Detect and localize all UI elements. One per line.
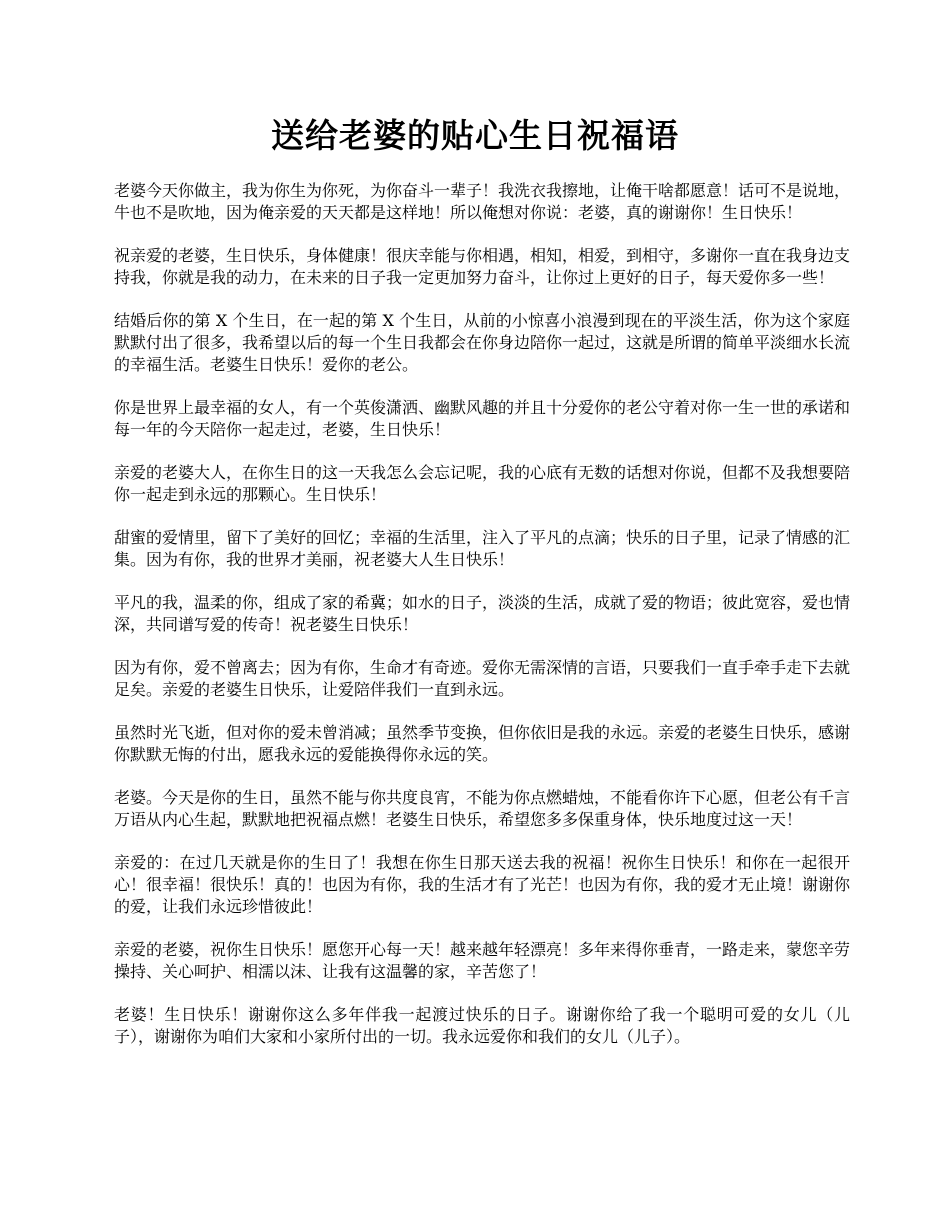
paragraph-9: 虽然时光飞逝，但对你的爱未曾消减；虽然季节变换，但你依旧是我的永远。亲爱的老婆生日快乐，感谢你默默无悔的付出，愿我永远的爱能换得你永远的笑。 [114, 723, 851, 764]
document-title: 送给老婆的贴心生日祝福语 [271, 116, 679, 155]
paragraph-7: 平凡的我，温柔的你，组成了家的希冀；如水的日子，淡淡的生活，成就了爱的物语；彼此宽容，爱也情深，共同谱写爱的传奇！祝老婆生日快乐！ [114, 593, 851, 634]
paragraph-4: 你是世界上最幸福的女人，有一个英俊潇洒、幽默风趣的并且十分爱你的老公守着对你一生一世的承诺和每一年的今天陪你一起走过，老婆，生日快乐！ [114, 398, 851, 439]
paragraph-12: 亲爱的老婆，祝你生日快乐！愿您开心每一天！越来越年轻漂亮！多年来得你垂青，一路走来，蒙您辛劳操持、关心呵护、相濡以沫、让我有这温馨的家，辛苦您了！ [114, 940, 851, 981]
paragraph-5: 亲爱的老婆大人，在你生日的这一天我怎么会忘记呢，我的心底有无数的话想对你说，但都不及我想要陪你一起走到永远的那颗心。生日快乐！ [114, 463, 851, 504]
paragraph-1: 老婆今天你做主，我为你生为你死，为你奋斗一辈子！我洗衣我擦地，让俺干啥都愿意！话可不是说地，牛也不是吹地，因为俺亲爱的天天都是这样地！所以俺想对你说：老婆，真的谢谢你！生日快乐！ [114, 181, 851, 222]
paragraph-3: 结婚后你的第 X 个生日，在一起的第 X 个生日，从前的小惊喜小浪漫到现在的平淡生活，你为这个家庭默默付出了很多，我希望以后的每一个生日我都会在你身边陪你一起过，这就是所谓的简单平淡细水长流的幸福生活。老婆生日快乐！爱你的老公。 [114, 311, 851, 374]
paragraph-10: 老婆。今天是你的生日，虽然不能与你共度良宵，不能为你点燃蜡烛，不能看你许下心愿，但老公有千言万语从内心生起，默默地把祝福点燃！老婆生日快乐，希望您多多保重身体，快乐地度过这一天！ [114, 788, 851, 829]
paragraph-6: 甜蜜的爱情里，留下了美好的回忆；幸福的生活里，注入了平凡的点滴；快乐的日子里，记录了情感的汇集。因为有你，我的世界才美丽，祝老婆大人生日快乐！ [114, 528, 851, 569]
paragraph-11: 亲爱的：在过几天就是你的生日了！我想在你生日那天送去我的祝福！祝你生日快乐！和你在一起很开心！很幸福！很快乐！真的！也因为有你，我的生活才有了光芒！也因为有你，我的爱才无止境！谢谢你的爱，让我们永远珍惜彼此！ [114, 853, 851, 916]
paragraph-13: 老婆！生日快乐！谢谢你这么多年伴我一起渡过快乐的日子。谢谢你给了我一个聪明可爱的女儿（儿子），谢谢你为咱们大家和小家所付出的一切。我永远爱你和我们的女儿（儿子）。 [114, 1005, 850, 1046]
paragraph-8: 因为有你，爱不曾离去；因为有你，生命才有奇迹。爱你无需深情的言语，只要我们一直手牵手走下去就足矣。亲爱的老婆生日快乐，让爱陪伴我们一直到永远。 [114, 658, 851, 699]
document-body [114, 180, 850, 1069]
paragraph-2: 祝亲爱的老婆，生日快乐，身体健康！很庆幸能与你相遇，相知，相爱，到相守，多谢你一直在我身边支持我，你就是我的动力，在未来的日子我一定更加努力奋斗，让你过上更好的日子，每天爱你多一些！ [114, 246, 851, 287]
